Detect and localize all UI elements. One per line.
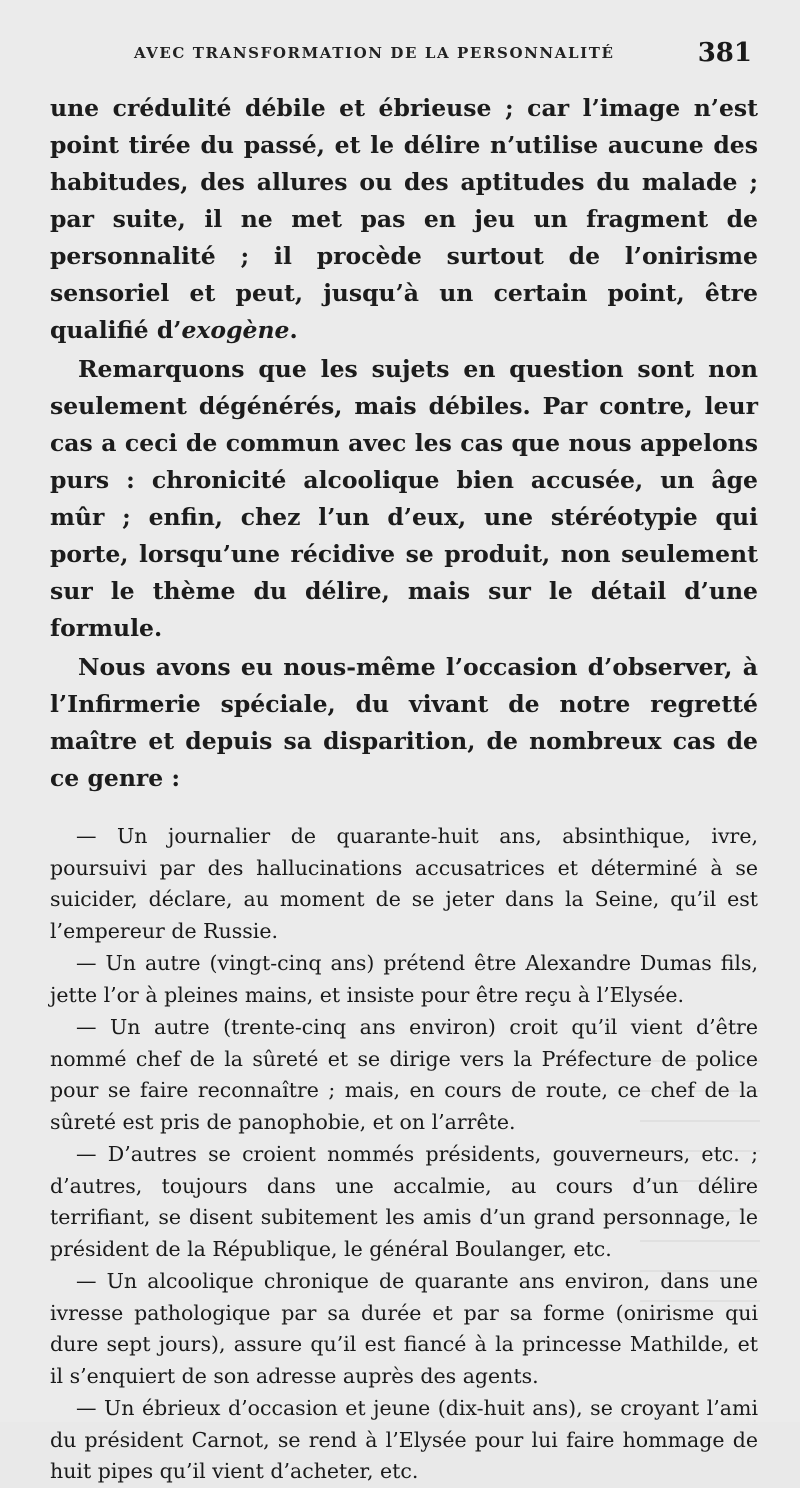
main-text [50, 90, 758, 797]
case-item: — Un autre (trente-cinq ans environ) croit qu’il vient d’être nommé chef de la sûreté et se dirige vers la Préfecture de police pour se faire reconnaître ; mais, en cours de route, ce chef de la sûreté est pris de panophobie, et on l’arrête. [50, 1015, 758, 1134]
case-item: — Un alcoolique chronique de quarante ans environ, dans une ivresse pathologique par sa durée et par sa forme (onirisme qui dure sept jours), assure qu’il est fiancé à la princesse Mathilde, et il s’enquiert de son adresse auprès des agents. [50, 1269, 758, 1388]
paragraph-3: Nous avons eu nous-même l’occasion d’observer, à l’Infirmerie spéciale, du vivant de notre regretté maître et depuis sa disparition, de nombreux cas de ce genre : [50, 653, 758, 792]
case-item: — Un journalier de quarante-huit ans, absinthique, ivre, poursuivi par des hallucinations accusatrices et déterminé à se suicider, déclare, au moment de se jeter dans la Seine, qu’il est l’empereur de Russie. [50, 824, 758, 943]
case-item: — Un autre (vingt-cinq ans) prétend être Alexandre Dumas fils, jette l’or à pleines mains, et insiste pour être reçu à l’Elysée. [50, 951, 758, 1007]
page-header [50, 38, 758, 90]
paragraph-1-end: . [289, 316, 298, 344]
paragraph-2: Remarquons que les sujets en question sont non seulement dégénérés, mais débiles. Par contre, leur cas a ceci de commun avec les cas que nous appelons purs : chronicité alcoolique bien accusée, un âge mûr ; enfin, chez l’un d’eux, une stéréotypie qui porte, lorsqu’une récidive se produit, non seulement sur le thème du délire, mais sur le détail d’une formule. [50, 355, 758, 642]
running-head: AVEC TRANSFORMATION DE LA PERSONNALITÉ [134, 44, 615, 62]
bleed-through-shadow [640, 1060, 760, 1320]
case-item: — Un ébrieux d’occasion et jeune (dix-huit ans), se croyant l’ami du président Carnot, se rend à l’Elysée pour lui faire hommage de huit pipes qu’il vient d’acheter, etc. [50, 1396, 758, 1483]
italic-term: exogène [181, 316, 290, 344]
paragraph-1 [50, 90, 758, 349]
page-number: 381 [697, 38, 752, 68]
paragraph-1-text: une crédulité débile et ébrieuse ; car l’image n’est point tirée du passé, et le délire n’utilise aucune des habitudes, des allures ou des aptitudes du malade ; par suite, il ne met pas en jeu un fragment de personnalité ; il procède surtout de l’onirisme sensoriel et peut, jusqu’à un certain point, être qualifié d’ [50, 94, 758, 344]
case-item: — D’autres se croient nommés présidents, gouverneurs, etc. ; d’autres, toujours dans une accalmie, au cours d’un délire terrifiant, se disent subitement les amis d’un grand personnage, le président de la République, le général Boulanger, etc. [50, 1142, 758, 1261]
